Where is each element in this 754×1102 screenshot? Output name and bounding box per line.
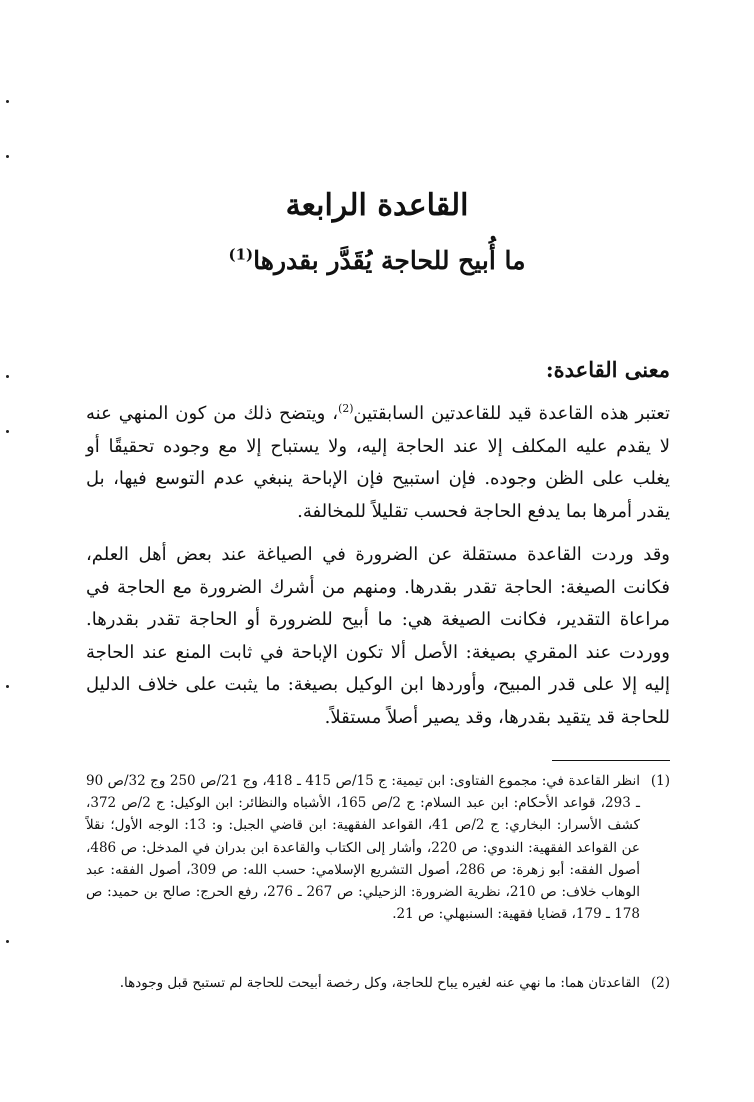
edge-mark (6, 940, 9, 943)
footnote-separator (552, 760, 670, 761)
edge-mark (6, 685, 9, 688)
footnote-ref: (1) (228, 245, 254, 264)
footnote-text: انظر القاعدة في: مجموع الفتاوى: ابن تيمية: ج 15/ص 415 ـ 418، وج 21/ص 250 وج 32/ص 90 ـ 293، قواعد الأحكام: ابن عبد السلام: ج 2/ص 165، الأشباه والنظائر: ابن الوكيل: ج 2/ص 372، كشف الأسرار: البخاري: ج 2/ص 41، القواعد الفقهية: ابن قاضي الجبل: و: 13: الوجه الأول؛ نقلاً عن القواعد الفقهية: الندوي: ص 220، وأشار إلى الكتاب والقاعدة ابن بدران في المدخل: ص 486، أصول الفقه: أبو زهرة: ص 286، أصول التشريع الإسلامي: حسب الله: ص 309، أصول الفقه: عبد الوهاب خلاف: ص 210، نظرية الضرورة: الزحيلي: ص 267 ـ 276، رفع الحرج: صالح بن حميد: ص 178 ـ 179، قضايا فقهية: السنبهلي: ص 21. (86, 773, 640, 923)
edge-mark (6, 430, 9, 433)
footnote-text: القاعدتان هما: ما نهي عنه لغيره يباح للحاجة، وكل رخصة أبيحت للحاجة لم تستبح قبل وجودها. (119, 975, 640, 991)
paragraph-2: وقد وردت القاعدة مستقلة عن الضرورة في الصياغة عند بعض أهل العلم، فكانت الصيغة: الحاجة تقدر بقدرها. ومنهم من أشرك الضرورة مع الحاجة في مراعاة التقدير، فكانت الصيغة هي: ما أبيح للضرورة أو الحاجة تقدر بقدرها. ووردت عند المقري بصيغة: الأصل ألا تكون الإباحة في ثابت المنع عند الحاجة إليه إلا على قدر المبيح، وأوردها ابن الوكيل بصيغة: ما يثبت على خلاف الدليل للحاجة قد يتقيد بقدرها، وقد يصير أصلاً مستقلاً. (86, 544, 670, 728)
footnote-ref: (2) (338, 402, 354, 415)
section-heading: معنى القاعدة: (545, 357, 670, 382)
edge-mark (6, 155, 9, 158)
paragraph-1 (86, 398, 670, 528)
chapter-title: القاعدة الرابعة (285, 188, 469, 223)
footnote-number: (2) (650, 975, 670, 991)
edge-mark (6, 100, 9, 103)
paragraph-1-rest: ، ويتضح ذلك من كون المنهي عنه لا يقدم عليه المكلف إلا عند الحاجة إليه، ولا يستباح إلا مع وجوده تحقيقًا أو يغلب على الظن وجوده. فإن استبيح فإن الإباحة ينبغي عدم التوسع فيها، بل يقدر أمرها بما يدفع الحاجة فحسب تقليلاً للمخالفة. (86, 403, 671, 522)
chapter-subtitle (0, 246, 754, 275)
footnote-2 (86, 972, 670, 994)
footnote-number: (1) (650, 773, 670, 789)
paragraph-1-lead: تعتبر هذه القاعدة قيد للقاعدتين السابقتين (353, 403, 670, 424)
footnote-1 (86, 770, 670, 925)
subtitle-text: ما أُبيح للحاجة يُقَدَّر بقدرها (253, 246, 526, 275)
edge-mark (6, 375, 9, 378)
